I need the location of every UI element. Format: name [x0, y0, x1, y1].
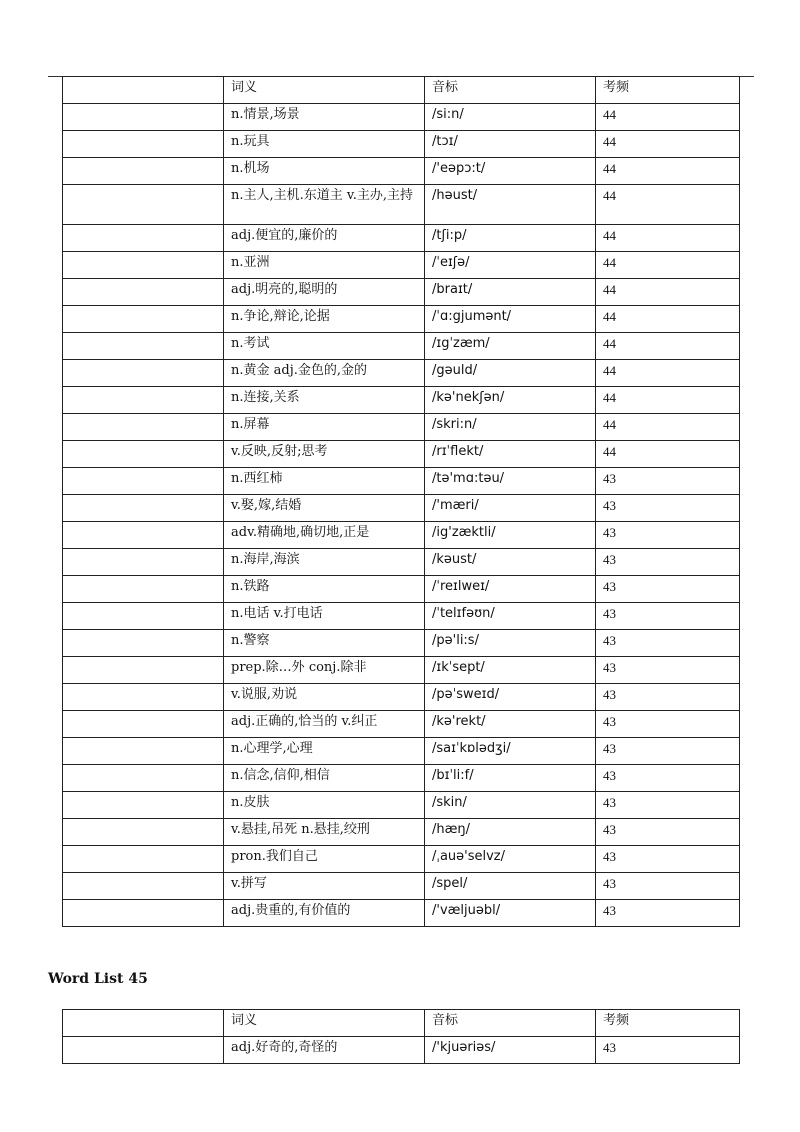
meaning-cell: n.黄金 adj.金色的,金的 — [224, 360, 425, 387]
meaning-cell: n.电话 v.打电话 — [224, 603, 425, 630]
table-row — [63, 765, 740, 792]
word-list-heading: Word List 45 — [48, 971, 148, 987]
phonetic-cell: /skri:n/ — [425, 414, 596, 441]
frequency-cell: 44 — [596, 252, 740, 279]
word-cell — [63, 131, 224, 158]
frequency-cell: 44 — [596, 360, 740, 387]
word-cell — [63, 1037, 224, 1064]
table-row — [63, 1037, 740, 1064]
table-row — [63, 158, 740, 185]
frequency-cell: 44 — [596, 131, 740, 158]
meaning-cell: adj.好奇的,奇怪的 — [224, 1037, 425, 1064]
meaning-cell: v.拼写 — [224, 873, 425, 900]
frequency-cell: 43 — [596, 468, 740, 495]
phonetic-cell: /ˈɑ:gjumənt/ — [425, 306, 596, 333]
phonetic-cell: /spel/ — [425, 873, 596, 900]
word-cell — [63, 900, 224, 927]
frequency-cell: 43 — [596, 738, 740, 765]
frequency-cell: 43 — [596, 873, 740, 900]
header-meaning: 词义 — [224, 77, 425, 104]
frequency-cell: 43 — [596, 657, 740, 684]
word-cell — [63, 279, 224, 306]
meaning-cell: v.反映,反射;思考 — [224, 441, 425, 468]
meaning-cell: n.海岸,海滨 — [224, 549, 425, 576]
meaning-cell: n.争论,辩论,论据 — [224, 306, 425, 333]
table-row — [63, 131, 740, 158]
frequency-cell: 44 — [596, 158, 740, 185]
meaning-cell: n.玩具 — [224, 131, 425, 158]
word-cell — [63, 333, 224, 360]
meaning-cell: n.主人,主机.东道主 v.主办,主持 — [224, 185, 425, 225]
phonetic-cell: /tʃi:p/ — [425, 225, 596, 252]
phonetic-cell: /kə'rekt/ — [425, 711, 596, 738]
word-table-body — [63, 104, 740, 927]
word-table-2 — [62, 1009, 740, 1064]
table-row — [63, 684, 740, 711]
meaning-cell: n.皮肤 — [224, 792, 425, 819]
word-cell — [63, 360, 224, 387]
frequency-cell: 44 — [596, 279, 740, 306]
word-cell — [63, 630, 224, 657]
frequency-cell: 43 — [596, 549, 740, 576]
table-row — [63, 819, 740, 846]
table-row — [63, 252, 740, 279]
header-phonetic: 音标 — [425, 77, 596, 104]
word-cell — [63, 711, 224, 738]
table-row — [63, 279, 740, 306]
phonetic-cell: /ˈeɪʃə/ — [425, 252, 596, 279]
phonetic-cell: /si:n/ — [425, 104, 596, 131]
phonetic-cell: /ˈtelɪfəʊn/ — [425, 603, 596, 630]
phonetic-cell: /bɪˈli:f/ — [425, 765, 596, 792]
meaning-cell: n.心理学,心理 — [224, 738, 425, 765]
frequency-cell: 43 — [596, 792, 740, 819]
phonetic-cell: /hæŋ/ — [425, 819, 596, 846]
meaning-cell: n.机场 — [224, 158, 425, 185]
word-cell — [63, 819, 224, 846]
meaning-cell: n.屏幕 — [224, 414, 425, 441]
phonetic-cell: /'kjuəriəs/ — [425, 1037, 596, 1064]
meaning-cell: adj.正确的,恰当的 v.纠正 — [224, 711, 425, 738]
meaning-cell: adj.贵重的,有价值的 — [224, 900, 425, 927]
meaning-cell: adj.便宜的,廉价的 — [224, 225, 425, 252]
frequency-cell: 44 — [596, 104, 740, 131]
word-cell — [63, 441, 224, 468]
frequency-cell: 44 — [596, 185, 740, 225]
table-row — [63, 104, 740, 131]
header-word — [63, 77, 224, 104]
frequency-cell: 44 — [596, 414, 740, 441]
table-row — [63, 306, 740, 333]
meaning-cell: prep.除…外 conj.除非 — [224, 657, 425, 684]
table-row — [63, 657, 740, 684]
word-cell — [63, 684, 224, 711]
frequency-cell: 43 — [596, 1037, 740, 1064]
header-meaning: 词义 — [224, 1010, 425, 1037]
header-frequency: 考频 — [596, 77, 740, 104]
frequency-cell: 44 — [596, 441, 740, 468]
table-row — [63, 603, 740, 630]
frequency-cell: 44 — [596, 387, 740, 414]
phonetic-cell: /pə'li:s/ — [425, 630, 596, 657]
frequency-cell: 43 — [596, 576, 740, 603]
word-cell — [63, 387, 224, 414]
meaning-cell: v.娶,嫁,结婚 — [224, 495, 425, 522]
word-cell — [63, 252, 224, 279]
phonetic-cell: /ɪgˈzæm/ — [425, 333, 596, 360]
table-row — [63, 630, 740, 657]
frequency-cell: 44 — [596, 225, 740, 252]
table-row — [63, 873, 740, 900]
word-table-body — [63, 1037, 740, 1064]
meaning-cell: n.警察 — [224, 630, 425, 657]
meaning-cell: n.西红柿 — [224, 468, 425, 495]
word-cell — [63, 549, 224, 576]
phonetic-cell: /ˈreɪlweɪ/ — [425, 576, 596, 603]
header-frequency: 考频 — [596, 1010, 740, 1037]
word-cell — [63, 873, 224, 900]
phonetic-cell: /rɪˈflekt/ — [425, 441, 596, 468]
header-phonetic: 音标 — [425, 1010, 596, 1037]
meaning-cell: adj.明亮的,聪明的 — [224, 279, 425, 306]
word-cell — [63, 765, 224, 792]
phonetic-cell: /pəˈsweɪd/ — [425, 684, 596, 711]
word-cell — [63, 468, 224, 495]
header-word — [63, 1010, 224, 1037]
meaning-cell: n.信念,信仰,相信 — [224, 765, 425, 792]
phonetic-cell: /braɪt/ — [425, 279, 596, 306]
meaning-cell: n.亚洲 — [224, 252, 425, 279]
table-row — [63, 360, 740, 387]
word-cell — [63, 104, 224, 131]
word-cell — [63, 603, 224, 630]
word-cell — [63, 792, 224, 819]
table-row — [63, 576, 740, 603]
frequency-cell: 43 — [596, 765, 740, 792]
word-cell — [63, 846, 224, 873]
phonetic-cell: /tə'mɑ:təu/ — [425, 468, 596, 495]
frequency-cell: 43 — [596, 711, 740, 738]
word-cell — [63, 657, 224, 684]
phonetic-cell: /həust/ — [425, 185, 596, 225]
word-cell — [63, 185, 224, 225]
meaning-cell: n.铁路 — [224, 576, 425, 603]
meaning-cell: v.说服,劝说 — [224, 684, 425, 711]
word-cell — [63, 414, 224, 441]
word-cell — [63, 576, 224, 603]
table-row — [63, 846, 740, 873]
phonetic-cell: /'væljuəbl/ — [425, 900, 596, 927]
word-cell — [63, 306, 224, 333]
word-cell — [63, 225, 224, 252]
table-row — [63, 185, 740, 225]
frequency-cell: 43 — [596, 900, 740, 927]
phonetic-cell: /kəust/ — [425, 549, 596, 576]
meaning-cell: n.情景,场景 — [224, 104, 425, 131]
meaning-cell: adv.精确地,确切地,正是 — [224, 522, 425, 549]
word-cell — [63, 495, 224, 522]
phonetic-cell: /'mæri/ — [425, 495, 596, 522]
word-table — [62, 76, 740, 927]
table-row — [63, 468, 740, 495]
table-header-row — [63, 77, 740, 104]
frequency-cell: 43 — [596, 495, 740, 522]
word-cell — [63, 522, 224, 549]
table-row — [63, 522, 740, 549]
frequency-cell: 43 — [596, 603, 740, 630]
table-row — [63, 333, 740, 360]
frequency-cell: 44 — [596, 306, 740, 333]
meaning-cell: n.连接,关系 — [224, 387, 425, 414]
frequency-cell: 43 — [596, 684, 740, 711]
table-row — [63, 792, 740, 819]
phonetic-cell: /kə'nekʃən/ — [425, 387, 596, 414]
frequency-cell: 43 — [596, 819, 740, 846]
table-row — [63, 549, 740, 576]
phonetic-cell: /ˌauə'selvz/ — [425, 846, 596, 873]
table-row — [63, 387, 740, 414]
frequency-cell: 43 — [596, 630, 740, 657]
meaning-cell: v.悬挂,吊死 n.悬挂,绞刑 — [224, 819, 425, 846]
table-row — [63, 414, 740, 441]
table-row — [63, 225, 740, 252]
phonetic-cell: /gəuld/ — [425, 360, 596, 387]
word-cell — [63, 158, 224, 185]
word-cell — [63, 738, 224, 765]
meaning-cell: n.考试 — [224, 333, 425, 360]
table-row — [63, 495, 740, 522]
table-row — [63, 711, 740, 738]
phonetic-cell: /tɔɪ/ — [425, 131, 596, 158]
table-row — [63, 900, 740, 927]
phonetic-cell: /ig'zæktli/ — [425, 522, 596, 549]
phonetic-cell: /ɪkˈsept/ — [425, 657, 596, 684]
phonetic-cell: /skin/ — [425, 792, 596, 819]
table-row — [63, 441, 740, 468]
table-header-row — [63, 1010, 740, 1037]
table-row — [63, 738, 740, 765]
phonetic-cell: /'eəpɔ:t/ — [425, 158, 596, 185]
frequency-cell: 43 — [596, 846, 740, 873]
meaning-cell: pron.我们自己 — [224, 846, 425, 873]
phonetic-cell: /saɪˈkɒlədʒi/ — [425, 738, 596, 765]
frequency-cell: 44 — [596, 333, 740, 360]
frequency-cell: 43 — [596, 522, 740, 549]
